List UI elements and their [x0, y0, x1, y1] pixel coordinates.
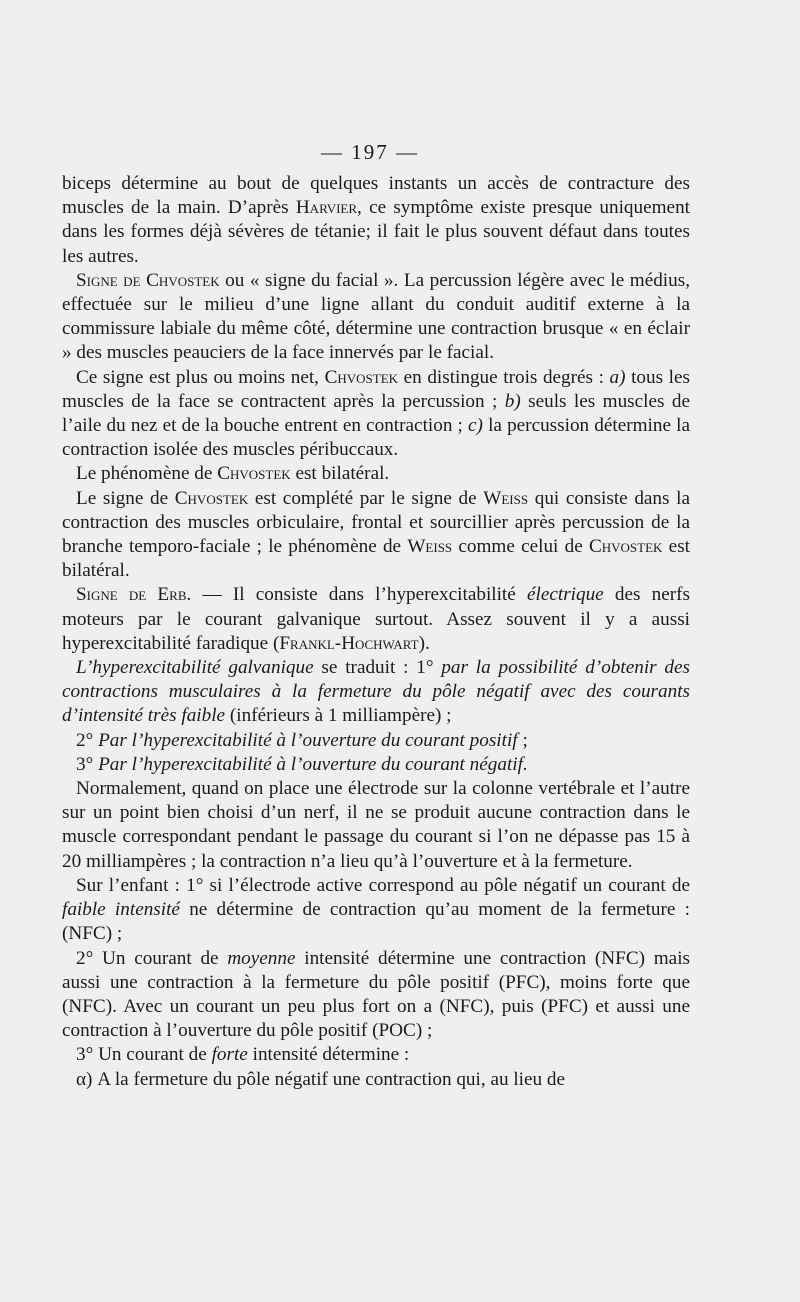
text-run: seuls les muscles de l’aile du nez et de la bouche entrent en contraction ;	[62, 390, 690, 437]
text-run: Normalement, quand on place une électrode sur la colonne vertébrale et l’autre sur un point bien choisi d’un nerf, il ne se produit aucune contraction dans le muscle correspondant pendant le passage du courant si l’on ne dépasse pas 15 à 20 milliampères ; la contraction n’a lieu qu’à l’ouverture et à la fermeture.	[62, 778, 690, 872]
italic-text: a)	[609, 366, 626, 388]
text-run: tous les muscles de la face se contractent après la percussion ;	[62, 366, 690, 412]
paragraph	[62, 874, 690, 947]
paragraph	[62, 753, 690, 777]
text-run: est complété par le signe de	[248, 487, 484, 509]
italic-text: par la possibilité d’obtenir des contractions musculaires à la fermeture du pôle négatif avec des courants d’intensité très faible	[62, 657, 690, 727]
text-run: Sur l’enfant : 1° si l’électrode active correspond au pôle négatif un courant de	[76, 874, 690, 896]
text-run: ou « signe du facial ». La percussion légère avec le médius, effectuée sur le milieu d’une ligne allant du conduit auditif externe à la commissure labiale du même côté, détermine une contraction brusque « en éclair » des muscles peauciers de la face innervés par le facial.	[62, 269, 690, 364]
small-caps-text: Frankl-Hochwart	[279, 632, 419, 654]
italic-text: b)	[504, 390, 521, 412]
italic-text: Par l’hyperexcitabilité à l’ouverture du courant négatif.	[98, 753, 528, 775]
paragraph	[62, 172, 690, 269]
text-run: Ce signe est plus ou moins net,	[76, 366, 325, 388]
text-run: 3° Un courant de	[76, 1044, 212, 1066]
paragraph	[62, 777, 690, 874]
italic-text: moyenne	[227, 947, 296, 969]
text-run: Le phénomène de	[76, 463, 218, 485]
text-run: — Il consiste dans l’hyperexcitabilité	[191, 584, 527, 606]
small-caps-text: Chvostek	[217, 463, 291, 485]
small-caps-text: Weiss	[483, 487, 529, 509]
paragraph	[62, 462, 690, 486]
small-caps-text: Chvostek	[588, 536, 663, 558]
text-run: ).	[418, 632, 430, 654]
italic-text: forte	[211, 1044, 248, 1066]
text-run: ;	[517, 729, 528, 751]
small-caps-text: Signe de Erb.	[76, 584, 192, 606]
text-run: des nerfs moteurs par le courant galvanique surtout. Assez souvent il y a aussi hyperexcitabilité faradique (	[62, 584, 691, 654]
paragraph	[62, 583, 690, 656]
italic-text: faible intensité	[62, 899, 180, 921]
paragraph	[62, 1043, 690, 1067]
small-caps-text: Chvostek	[174, 487, 249, 509]
text-run: biceps détermine au bout de quelques instants un accès de contracture des muscles de la main. D’après	[62, 173, 690, 219]
small-caps-text: Harvier	[295, 197, 358, 219]
text-run: α) A la fermeture du pôle négatif une contraction qui, au lieu de	[76, 1068, 566, 1090]
paragraph	[62, 487, 690, 584]
text-run: 2°	[76, 729, 99, 751]
italic-text: électrique	[526, 584, 604, 606]
small-caps-text: Chvostek	[324, 366, 399, 388]
text-run: 3°	[76, 753, 99, 775]
paragraph	[62, 656, 690, 729]
text-run: est bilatéral.	[62, 536, 690, 582]
text-run: ne détermine de contraction qu’au moment de la fermeture : (NFC) ;	[62, 899, 690, 945]
text-run: Le signe de	[76, 487, 175, 509]
text-run: qui consiste dans la contraction des muscles orbiculaire, frontal et sourcillier après percussion de la branche temporo-faciale ; le phénomène de	[62, 487, 690, 558]
small-caps-text: Signe de Chvostek	[76, 269, 220, 291]
italic-text: Par l’hyperexcitabilité à l’ouverture du courant positif	[98, 729, 518, 751]
paragraph	[62, 366, 690, 463]
paragraph	[62, 947, 690, 1044]
body-text	[62, 172, 690, 1092]
text-run: en distingue trois degrés :	[398, 366, 610, 388]
page-number: — 197 —	[321, 140, 419, 164]
paragraph	[62, 729, 690, 753]
italic-text: L’hyperexcitabilité galvanique	[76, 657, 314, 679]
text-run: intensité détermine :	[247, 1044, 410, 1066]
text-run: se traduit : 1°	[313, 657, 442, 679]
small-caps-text: Weiss	[407, 536, 453, 558]
text-run: 2° Un courant de	[76, 947, 228, 969]
text-run: comme celui de	[452, 536, 589, 558]
text-run: intensité détermine une contraction (NFC) mais aussi une contraction à la fermeture du pôle positif (PFC), moins forte que (NFC). Avec un courant un peu plus fort on a (NFC), puis (PFC) et aussi une contraction à l’ouverture du pôle positif (POC) ;	[62, 947, 690, 1042]
text-run: (inférieurs à 1 milliampère) ;	[225, 705, 452, 727]
text-run: la percussion détermine la contraction isolée des muscles péribuccaux.	[62, 415, 690, 461]
italic-text: c)	[468, 415, 483, 437]
text-run: est bilatéral.	[290, 463, 390, 485]
text-run: , ce symptôme existe presque uniquement dans les formes déjà sévères de tétanie; il fait le plus souvent défaut dans toutes les autres.	[62, 197, 690, 267]
paragraph	[62, 1068, 690, 1092]
paragraph	[62, 269, 690, 366]
